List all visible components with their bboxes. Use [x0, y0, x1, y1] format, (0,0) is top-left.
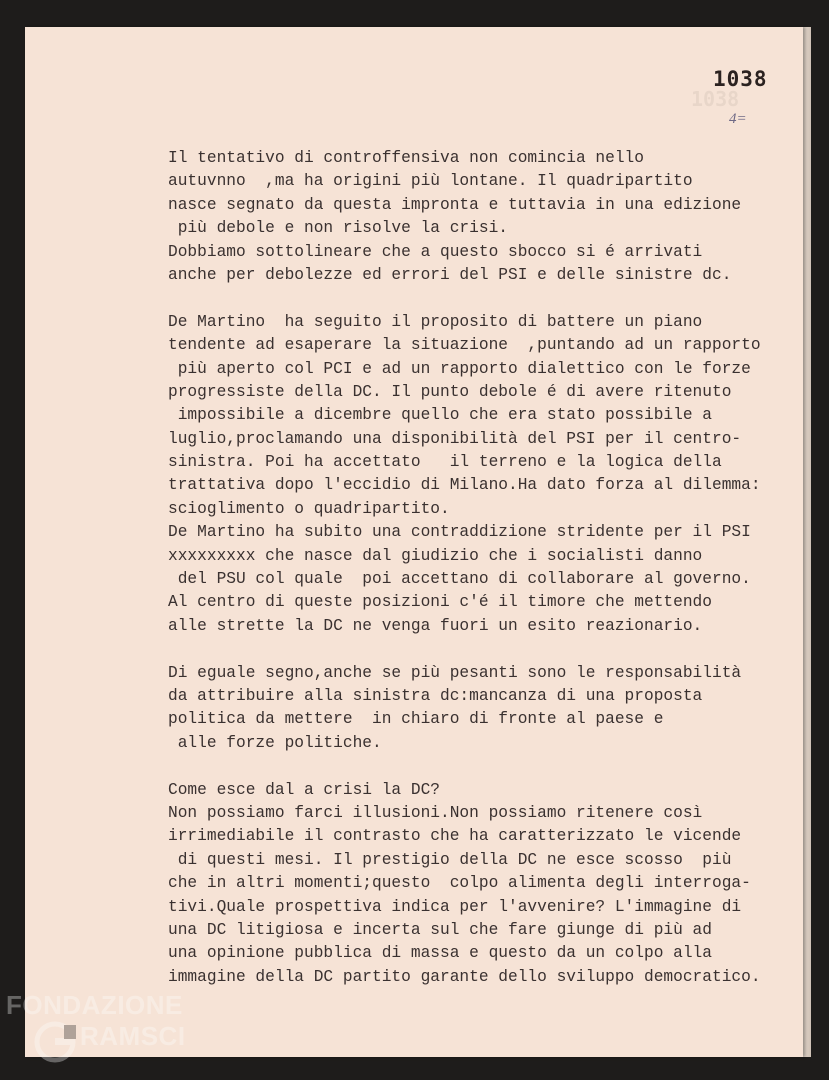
text-line: luglio,proclamando una disponibilità del PSI per il centro- [168, 429, 742, 448]
text-line: xxxxxxxxx che nasce dal giudizio che i socialisti danno [168, 546, 703, 565]
document-page [25, 27, 803, 1057]
text-line: di questi mesi. Il prestigio della DC ne esce scosso più [168, 850, 732, 869]
text-line: anche per debolezze ed errori del PSI e delle sinistre dc. [168, 265, 732, 284]
text-line: tivi.Quale prospettiva indica per l'avvenire? L'immagine di [168, 897, 742, 916]
text-line: politica da mettere in chiaro di fronte al paese e [168, 710, 664, 729]
text-line: Non possiamo farci illusioni.Non possiamo ritenere così [168, 803, 703, 822]
text-line: del PSU col quale poi accettano di collaborare al governo. [168, 570, 751, 589]
text-line: De Martino ha seguito il proposito di battere un piano [168, 312, 703, 331]
handwritten-page-mark: 4= [729, 111, 747, 127]
text-line: alle forze politiche. [168, 733, 382, 752]
typewritten-body [168, 147, 793, 989]
bleed-through-number: 1038 [691, 87, 740, 111]
watermark-line-1: FONDAZIONE [6, 990, 183, 1020]
text-line: immagine della DC partito garante dello sviluppo democratico. [168, 967, 761, 986]
text-line: De Martino ha subito una contraddizione stridente per il PSI [168, 523, 751, 542]
text-line: da attribuire alla sinistra dc:mancanza di una proposta [168, 686, 703, 705]
text-line: alle strette la DC ne venga fuori un esito reazionario. [168, 616, 703, 635]
text-line: progressiste della DC. Il punto debole é di avere ritenuto [168, 382, 732, 401]
text-line: Come esce dal a crisi la DC? [168, 780, 440, 799]
text-line: Di eguale segno,anche se più pesanti sono le responsabilità [168, 663, 742, 682]
text-line: trattativa dopo l'eccidio di Milano.Ha dato forza al dilemma: [168, 476, 761, 495]
watermark-line-2: RAMSCI [80, 1021, 186, 1051]
text-line: Il tentativo di controffensiva non comincia nello [168, 149, 644, 167]
text-line: nasce segnato da questa impronta e tuttavia in una edizione [168, 195, 742, 214]
fondazione-gramsci-watermark [6, 990, 211, 1070]
text-line: Al centro di queste posizioni c'é il timore che mettendo [168, 593, 712, 612]
text-line: più debole e non risolve la crisi. [168, 219, 508, 238]
paragraph-gap [168, 755, 793, 778]
gramsci-logo-icon [34, 1021, 76, 1063]
text-line: irrimediabile il contrasto che ha caratterizzato le vicende [168, 827, 742, 846]
text-line: impossibile a dicembre quello che era stato possibile a [168, 406, 712, 425]
sheet-number: 1038 [713, 67, 768, 91]
text-line: che in altri momenti;questo colpo alimenta degli interroga- [168, 874, 751, 893]
text-line: tendente ad esaperare la situazione ,puntando ad un rapporto [168, 336, 761, 355]
paragraph-gap [168, 638, 793, 661]
text-line: sinistra. Poi ha accettato il terreno e la logica della [168, 453, 722, 472]
text-line: autuvnno ,ma ha origini più lontane. Il quadripartito [168, 172, 693, 191]
text-line: più aperto col PCI e ad un rapporto dialettico con le forze [168, 359, 751, 378]
text-line: una DC litigiosa e incerta sul che fare giunge di più ad [168, 920, 712, 939]
text-line: scioglimento o quadripartito. [168, 499, 450, 518]
text-line: una opinione pubblica di massa e questo da un colpo alla [168, 944, 712, 963]
text-line: Dobbiamo sottolineare che a questo sbocco si é arrivati [168, 242, 703, 261]
paragraph-gap [168, 287, 793, 310]
